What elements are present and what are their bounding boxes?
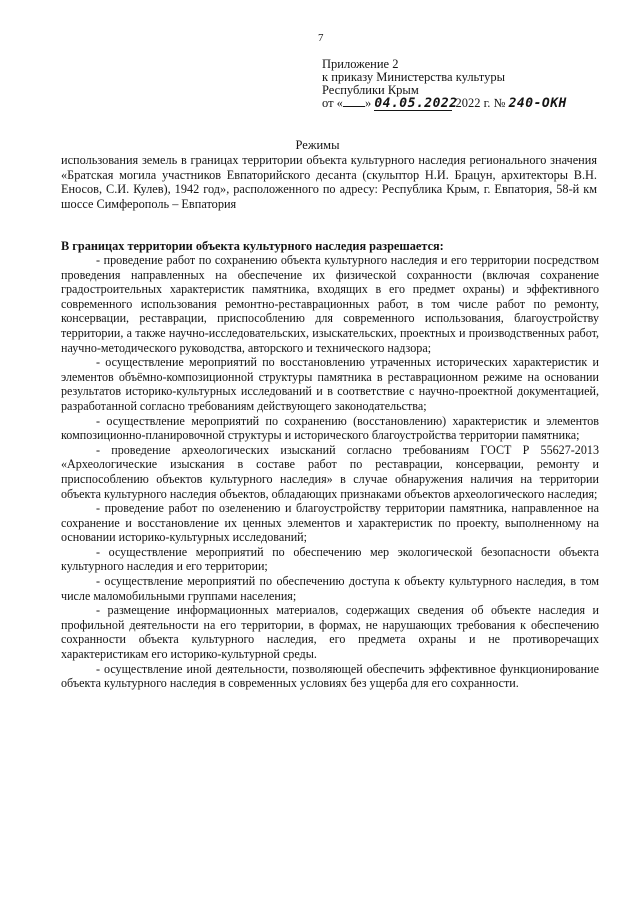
appendix-order-ref: к приказу Министерства культуры: [322, 70, 505, 84]
order-date-line: [322, 97, 567, 111]
regulation-paragraph: - проведение археологических изысканий согласно требованиям ГОСТ Р 55627-2013 «Археологические изыскания в составе работ по реставрации, консервации, ремонту и приспособлению объектов культурного наследия» в случае обнаружения наличия на территории объекта культурного наследия объектов, обладающих признаками объектов археологического наследия;: [61, 442, 599, 501]
regulation-paragraph: - осуществление мероприятий по обеспечению мер экологической безопасности объекта культурного наследия и его территории;: [61, 544, 599, 574]
appendix-title: Приложение 2: [322, 57, 399, 71]
document-subtitle: использования земель в границах территории объекта культурного наследия регионального значения «Братская могила участников Евпаторийского десанта (скульптор Н.И. Брацун, архитекторы В.Н. Еносов, С.И. Кулев), 1942 год», расположенного по адресу: Республика Крым, г. Евпатория, 58-й км шоссе Симферополь – Евпатория: [61, 153, 597, 211]
section-heading: В границах территории объекта культурного наследия разрешается:: [61, 239, 444, 253]
appendix-block: [322, 58, 567, 111]
regulation-paragraph: - осуществление мероприятий по обеспечению доступа к объекту культурного наследия, в том числе маломобильными группами населения;: [61, 574, 599, 603]
regulation-paragraph: - проведение работ по озеленению и благоустройству территории памятника, направленное на сохранение и восстановление их ценных элементов и характеристик по проекту, выполненному на основании историко-культурных исследований;: [61, 501, 599, 545]
regulation-paragraph: - проведение работ по сохранению объекта культурного наследия и его территории посредством проведения направленных на обеспечение их физической сохранности (включая сохранение градостроительных характеристик памятника, входящих в его предмет охраны) и эффективного современного использования ремонтно-реставрационных работ, в том числе работ по ремонту, консервации, реставрации, приспособлению для современного использования, благоустройству территории, а также научно-исследовательских, изыскательских, проектных и производственных работ, научно-методического руководства, авторского и технического надзора;: [61, 253, 599, 355]
regulation-paragraph: - осуществление мероприятий по восстановлению утраченных исторических характеристик и элементов объёмно-композиционной структуры памятника в реставрационном режиме на основании результатов историко-культурных исследований и в соответствие с научно-проектной документацией, разработанной согласно требованиям действующего законодательства;: [61, 355, 599, 413]
document-title: Режимы: [295, 138, 340, 152]
order-quote-close: »: [364, 96, 372, 110]
appendix-ministry: Республики Крым: [322, 83, 419, 97]
order-prefix: от «: [322, 96, 343, 110]
order-year: 2022 г. №: [455, 96, 506, 110]
page-number: 7: [318, 32, 324, 44]
order-day-blank: [343, 106, 365, 107]
regulations-list: [61, 253, 599, 691]
regulation-paragraph: - осуществление иной деятельности, позволяющей обеспечить эффективное функционирование объекта культурного наследия в современных условиях без ущерба для его сохранности.: [61, 661, 599, 691]
regulation-paragraph: - осуществление мероприятий по сохранению (восстановлению) характеристик и элементов композиционно-планировочной структуры и исторического благоустройства территории памятника;: [61, 413, 599, 443]
order-date-handwritten: 04.05.2022: [374, 96, 458, 111]
order-number-handwritten: 240-ОКН: [508, 96, 567, 111]
regulation-paragraph: - размещение информационных материалов, содержащих сведения об объекте наследия и профильной деятельности на его территории, в формах, не нарушающих требования к обеспечению сохранности объекта культурного наследия, его предмета охраны и не противоречащих характеристикам его историко-культурной среды.: [61, 603, 599, 662]
